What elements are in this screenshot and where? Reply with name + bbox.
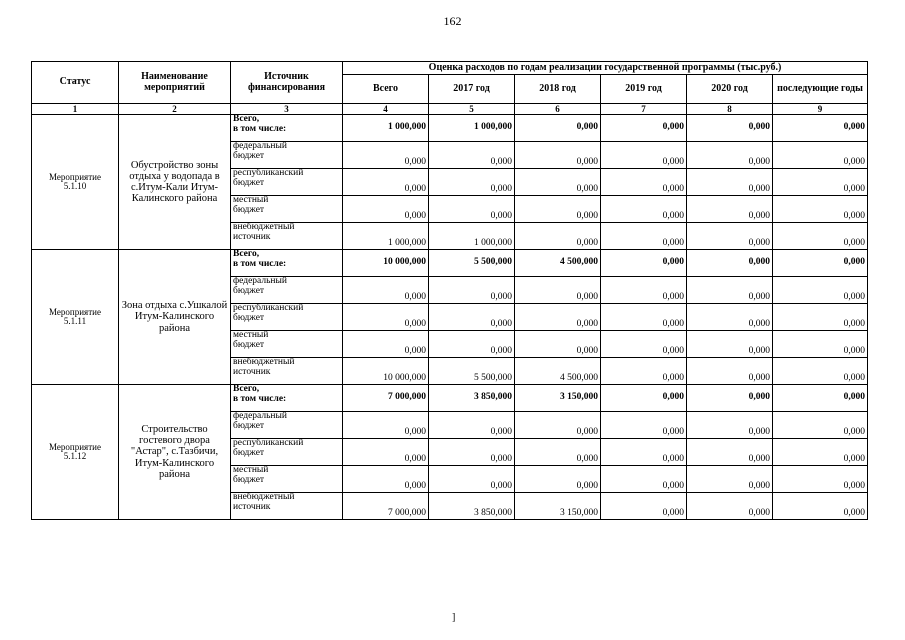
value-2019: 0,000 bbox=[601, 169, 687, 196]
value-2020: 0,000 bbox=[687, 223, 773, 250]
value-2019: 0,000 bbox=[601, 412, 687, 439]
header-col-2019: 2019 год bbox=[601, 75, 687, 104]
value-2017: 0,000 bbox=[429, 304, 515, 331]
value-2019: 0,000 bbox=[601, 439, 687, 466]
value-2020: 0,000 bbox=[687, 412, 773, 439]
value-total: 7 000,000 bbox=[343, 385, 429, 412]
value-2019: 0,000 bbox=[601, 304, 687, 331]
value-total: 1 000,000 bbox=[343, 115, 429, 142]
value-later: 0,000 bbox=[773, 250, 868, 277]
value-2018: 4 500,000 bbox=[515, 358, 601, 385]
value-2019: 0,000 bbox=[601, 385, 687, 412]
value-later: 0,000 bbox=[773, 196, 868, 223]
column-number: 2 bbox=[119, 104, 231, 115]
source-federal bbox=[231, 142, 343, 169]
source-label-line: в том числе: bbox=[233, 258, 287, 269]
value-2017: 1 000,000 bbox=[429, 223, 515, 250]
value-2018: 0,000 bbox=[515, 304, 601, 331]
value-2017: 0,000 bbox=[429, 169, 515, 196]
source-label-line: федеральный bbox=[233, 411, 287, 421]
header-col-2020: 2020 год bbox=[687, 75, 773, 104]
value-total: 1 000,000 bbox=[343, 223, 429, 250]
source-label-line: бюджет bbox=[233, 447, 265, 458]
source-extra bbox=[231, 493, 343, 520]
source-label-line: источник bbox=[233, 501, 271, 512]
event-status-label: Мероприятие bbox=[49, 441, 101, 452]
source-label-line: бюджет bbox=[233, 150, 265, 161]
source-local bbox=[231, 466, 343, 493]
value-2017: 0,000 bbox=[429, 142, 515, 169]
value-2018: 0,000 bbox=[515, 331, 601, 358]
source-republic bbox=[231, 169, 343, 196]
value-2018: 0,000 bbox=[515, 439, 601, 466]
value-2019: 0,000 bbox=[601, 358, 687, 385]
event-status-code: 5.1.11 bbox=[63, 316, 87, 326]
source-label-line: внебюджетный bbox=[233, 492, 295, 502]
source-label-line: республиканский bbox=[233, 438, 304, 448]
value-2020: 0,000 bbox=[687, 250, 773, 277]
value-later: 0,000 bbox=[773, 412, 868, 439]
value-2020: 0,000 bbox=[687, 115, 773, 142]
event-name: Зона отдыха с.Ушкалой Итум-Калинского района bbox=[119, 250, 231, 385]
source-label-line: источник bbox=[233, 231, 271, 242]
column-number: 5 bbox=[429, 104, 515, 115]
value-total: 0,000 bbox=[343, 304, 429, 331]
value-total: 0,000 bbox=[343, 331, 429, 358]
column-number: 6 bbox=[515, 104, 601, 115]
source-federal bbox=[231, 412, 343, 439]
value-2019: 0,000 bbox=[601, 277, 687, 304]
column-number: 8 bbox=[687, 104, 773, 115]
value-later: 0,000 bbox=[773, 169, 868, 196]
column-number: 3 bbox=[231, 104, 343, 115]
source-total bbox=[231, 250, 343, 277]
value-later: 0,000 bbox=[773, 277, 868, 304]
header-source: Источник финансирования bbox=[231, 62, 343, 104]
source-label-line: бюджет bbox=[233, 474, 265, 485]
header-name: Наименование мероприятий bbox=[119, 62, 231, 104]
value-later: 0,000 bbox=[773, 331, 868, 358]
source-label-line: федеральный bbox=[233, 141, 287, 151]
column-number: 1 bbox=[32, 104, 119, 115]
source-local bbox=[231, 196, 343, 223]
value-later: 0,000 bbox=[773, 385, 868, 412]
value-later: 0,000 bbox=[773, 304, 868, 331]
value-2017: 0,000 bbox=[429, 331, 515, 358]
table-row bbox=[32, 115, 868, 142]
value-later: 0,000 bbox=[773, 466, 868, 493]
source-label-line: внебюджетный bbox=[233, 357, 295, 367]
source-label-line: бюджет bbox=[233, 285, 265, 296]
value-2018: 0,000 bbox=[515, 223, 601, 250]
source-label-line: местный bbox=[233, 330, 269, 340]
value-2018: 4 500,000 bbox=[515, 250, 601, 277]
source-republic bbox=[231, 304, 343, 331]
value-2018: 0,000 bbox=[515, 412, 601, 439]
value-2019: 0,000 bbox=[601, 331, 687, 358]
value-2018: 3 150,000 bbox=[515, 385, 601, 412]
source-extra bbox=[231, 223, 343, 250]
source-label-line: источник bbox=[233, 366, 271, 377]
value-2017: 0,000 bbox=[429, 412, 515, 439]
value-2017: 1 000,000 bbox=[429, 115, 515, 142]
source-label-line: бюджет bbox=[233, 204, 265, 215]
header-col-2018: 2018 год bbox=[515, 75, 601, 104]
page-number: 162 bbox=[443, 14, 462, 28]
value-later: 0,000 bbox=[773, 358, 868, 385]
value-later: 0,000 bbox=[773, 115, 868, 142]
source-extra bbox=[231, 358, 343, 385]
value-later: 0,000 bbox=[773, 142, 868, 169]
value-2017: 3 850,000 bbox=[429, 493, 515, 520]
source-label-line: местный bbox=[233, 195, 269, 205]
value-2018: 0,000 bbox=[515, 466, 601, 493]
value-2020: 0,000 bbox=[687, 358, 773, 385]
value-2017: 3 850,000 bbox=[429, 385, 515, 412]
value-2020: 0,000 bbox=[687, 196, 773, 223]
source-federal bbox=[231, 277, 343, 304]
value-2018: 0,000 bbox=[515, 277, 601, 304]
value-total: 0,000 bbox=[343, 142, 429, 169]
source-label-line: внебюджетный bbox=[233, 222, 295, 232]
value-total: 0,000 bbox=[343, 196, 429, 223]
source-label-line: местный bbox=[233, 465, 269, 475]
value-2017: 0,000 bbox=[429, 277, 515, 304]
value-2018: 0,000 bbox=[515, 196, 601, 223]
event-status bbox=[32, 385, 119, 520]
value-2020: 0,000 bbox=[687, 439, 773, 466]
value-total: 0,000 bbox=[343, 439, 429, 466]
source-label-line: Всего, bbox=[233, 114, 260, 124]
source-total bbox=[231, 385, 343, 412]
value-2019: 0,000 bbox=[601, 196, 687, 223]
table-row bbox=[32, 385, 868, 412]
value-total: 0,000 bbox=[343, 169, 429, 196]
header-status: Статус bbox=[32, 62, 119, 104]
column-number: 7 bbox=[601, 104, 687, 115]
value-2018: 3 150,000 bbox=[515, 493, 601, 520]
header-row-1 bbox=[32, 62, 868, 75]
value-2019: 0,000 bbox=[601, 250, 687, 277]
value-2019: 0,000 bbox=[601, 142, 687, 169]
value-2020: 0,000 bbox=[687, 169, 773, 196]
footer-mark: ] bbox=[452, 612, 456, 623]
column-numbers-row bbox=[32, 104, 868, 115]
header-col-later: последующие годы bbox=[773, 75, 868, 104]
value-total: 10 000,000 bbox=[343, 250, 429, 277]
value-later: 0,000 bbox=[773, 439, 868, 466]
value-2019: 0,000 bbox=[601, 115, 687, 142]
value-2020: 0,000 bbox=[687, 466, 773, 493]
value-2020: 0,000 bbox=[687, 493, 773, 520]
value-2020: 0,000 bbox=[687, 142, 773, 169]
event-status bbox=[32, 250, 119, 385]
value-2017: 0,000 bbox=[429, 439, 515, 466]
source-label-line: в том числе: bbox=[233, 393, 287, 404]
source-label-line: бюджет bbox=[233, 420, 265, 431]
value-2017: 5 500,000 bbox=[429, 358, 515, 385]
header-col-total: Всего bbox=[343, 75, 429, 104]
source-label-line: бюджет bbox=[233, 312, 265, 323]
value-2019: 0,000 bbox=[601, 466, 687, 493]
value-2018: 0,000 bbox=[515, 169, 601, 196]
value-2018: 0,000 bbox=[515, 115, 601, 142]
source-label-line: бюджет bbox=[233, 339, 265, 350]
column-number: 4 bbox=[343, 104, 429, 115]
budget-table bbox=[31, 61, 868, 520]
source-label-line: федеральный bbox=[233, 276, 287, 286]
source-republic bbox=[231, 439, 343, 466]
source-label-line: республиканский bbox=[233, 303, 304, 313]
table-body bbox=[32, 115, 868, 520]
header-estimate: Оценка расходов по годам реализации государственной программы (тыс.руб.) bbox=[343, 62, 868, 75]
value-2017: 0,000 bbox=[429, 196, 515, 223]
event-status bbox=[32, 115, 119, 250]
source-label-line: бюджет bbox=[233, 177, 265, 188]
column-number: 9 bbox=[773, 104, 868, 115]
value-2020: 0,000 bbox=[687, 331, 773, 358]
event-name: Обустройство зоны отдыха у водопада в с.Итум-Кали Итум-Калинского района bbox=[119, 115, 231, 250]
value-later: 0,000 bbox=[773, 223, 868, 250]
value-later: 0,000 bbox=[773, 493, 868, 520]
event-status-label: Мероприятие bbox=[49, 171, 101, 182]
value-total: 0,000 bbox=[343, 412, 429, 439]
table-row bbox=[32, 250, 868, 277]
value-total: 10 000,000 bbox=[343, 358, 429, 385]
source-local bbox=[231, 331, 343, 358]
event-name: Строительство гостевого двора "Астар", с.Тазбичи, Итум-Калинского района bbox=[119, 385, 231, 520]
value-2017: 5 500,000 bbox=[429, 250, 515, 277]
source-label-line: республиканский bbox=[233, 168, 304, 178]
value-2020: 0,000 bbox=[687, 304, 773, 331]
value-total: 7 000,000 bbox=[343, 493, 429, 520]
value-2018: 0,000 bbox=[515, 142, 601, 169]
value-2020: 0,000 bbox=[687, 385, 773, 412]
value-2020: 0,000 bbox=[687, 277, 773, 304]
source-label-line: Всего, bbox=[233, 384, 260, 394]
value-total: 0,000 bbox=[343, 466, 429, 493]
header-col-2017: 2017 год bbox=[429, 75, 515, 104]
value-2019: 0,000 bbox=[601, 223, 687, 250]
source-label-line: Всего, bbox=[233, 249, 260, 259]
source-total bbox=[231, 115, 343, 142]
value-2017: 0,000 bbox=[429, 466, 515, 493]
event-status-code: 5.1.10 bbox=[63, 181, 87, 191]
event-status-code: 5.1.12 bbox=[63, 451, 87, 461]
event-status-label: Мероприятие bbox=[49, 306, 101, 317]
source-label-line: в том числе: bbox=[233, 123, 287, 134]
value-2019: 0,000 bbox=[601, 493, 687, 520]
value-total: 0,000 bbox=[343, 277, 429, 304]
